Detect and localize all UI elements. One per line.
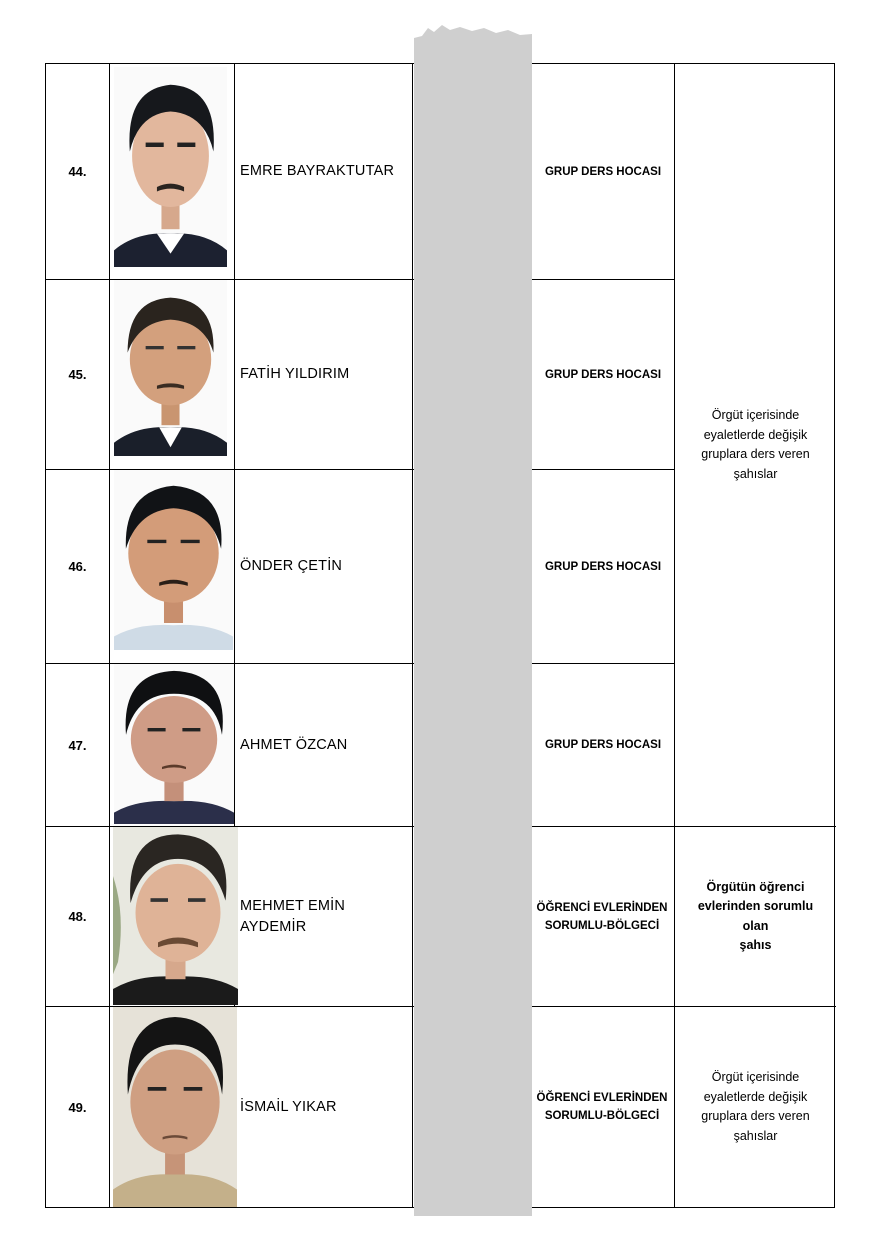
role-line: ÖĞRENCİ EVLERİNDEN (536, 1092, 668, 1104)
note-line: şahıslar (733, 466, 778, 481)
redaction-torn-edge (414, 22, 532, 46)
redaction-strip (414, 22, 532, 1216)
note-line: evlerinden sorumlu olan (697, 899, 814, 933)
person-role (530, 1007, 674, 1207)
row-number: 44. (68, 164, 87, 179)
portrait-photo (113, 827, 238, 1005)
role-description (675, 64, 836, 826)
row-number: 45. (68, 367, 87, 382)
portrait-photo (114, 470, 233, 650)
row-number: 47. (68, 737, 87, 753)
column-divider (412, 64, 413, 1207)
row-number: 49. (68, 1099, 87, 1115)
role-description (675, 1007, 836, 1207)
note-line: Örgütün öğrenci (706, 879, 805, 894)
role-line: ÖĞRENCİ EVLERİNDEN (536, 901, 668, 914)
portrait-photo (114, 664, 234, 824)
person-name: EMRE BAYRAKTUTAR (240, 163, 395, 179)
person-role (530, 827, 674, 1006)
role-line: SORUMLU-BÖLGECİ (544, 1110, 660, 1122)
person-name: FATİH YILDIRIM (240, 366, 350, 382)
portrait-photo (113, 1007, 237, 1207)
note-line: eyaletlerde değişik (703, 1089, 808, 1104)
person-role: GRUP DERS HOCASI (544, 739, 662, 751)
person-name: İSMAİL YIKAR (240, 1098, 337, 1115)
role-line: SORUMLU-BÖLGECİ (544, 919, 660, 932)
note-line: gruplara ders veren (701, 1109, 810, 1123)
name-line: AYDEMİR (240, 918, 307, 935)
note-line: gruplara ders veren (701, 447, 810, 461)
portrait-photo (114, 280, 227, 456)
person-name: ÖNDER ÇETİN (240, 558, 343, 574)
name-line: MEHMET EMİN (240, 897, 346, 914)
column-divider (109, 64, 110, 1207)
person-name (235, 827, 412, 1006)
person-role: GRUP DERS HOCASI (544, 368, 662, 381)
role-description (675, 827, 836, 1006)
note-line: eyaletlerde değişik (703, 427, 808, 442)
person-name: AHMET ÖZCAN (240, 736, 348, 753)
row-number: 48. (68, 909, 87, 924)
note-line: şahıs (739, 938, 772, 952)
portrait-photo (114, 67, 227, 267)
person-role: GRUP DERS HOCASI (544, 165, 662, 178)
note-line: Örgüt içerisinde (711, 1070, 800, 1084)
person-role: GRUP DERS HOCASI (544, 560, 662, 573)
note-line: Örgüt içerisinde (711, 408, 800, 422)
row-number: 46. (68, 559, 87, 574)
note-line: şahıslar (733, 1128, 778, 1143)
